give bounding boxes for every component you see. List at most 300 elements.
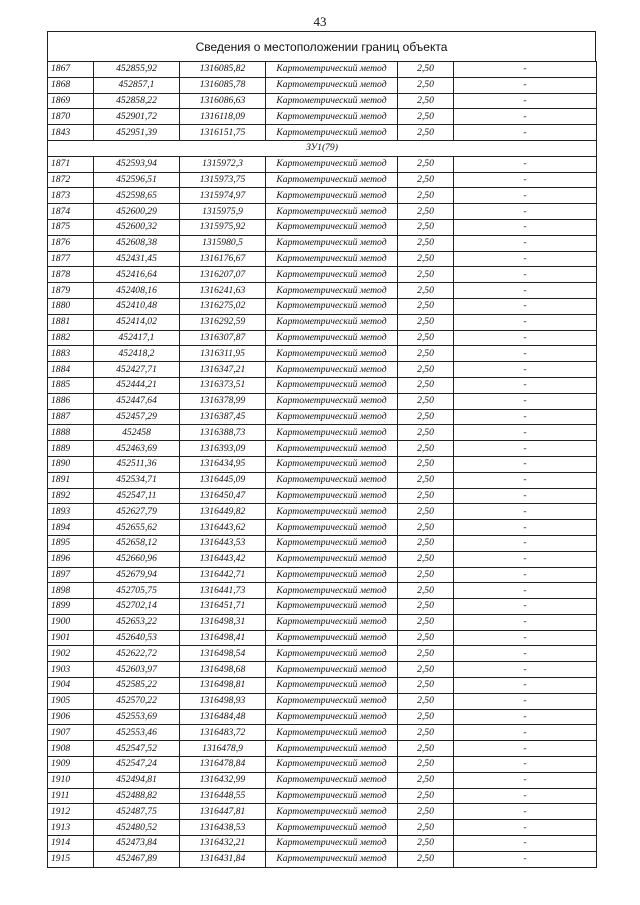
point-number-cell: 1895 [48, 535, 94, 551]
point-number-cell: 1876 [48, 235, 94, 251]
description-cell: - [454, 804, 597, 820]
method-cell: Картометрический метод [266, 741, 398, 757]
y-coordinate-cell: 1316443,53 [180, 535, 266, 551]
precision-cell: 2,50 [398, 725, 454, 741]
x-coordinate-cell: 452547,11 [94, 488, 180, 504]
table-row [48, 62, 597, 78]
point-number-cell: 1877 [48, 251, 94, 267]
table-row [48, 172, 597, 188]
table-row [48, 614, 597, 630]
x-coordinate-cell: 452598,65 [94, 188, 180, 204]
method-cell: Картометрический метод [266, 614, 398, 630]
x-coordinate-cell: 452473,84 [94, 836, 180, 852]
precision-cell: 2,50 [398, 488, 454, 504]
method-cell: Картометрический метод [266, 204, 398, 220]
description-cell: - [454, 125, 597, 141]
y-coordinate-cell: 1316151,75 [180, 125, 266, 141]
x-coordinate-cell: 452480,52 [94, 820, 180, 836]
y-coordinate-cell: 1316432,21 [180, 836, 266, 852]
y-coordinate-cell: 1316478,84 [180, 757, 266, 773]
y-coordinate-cell: 1316448,55 [180, 788, 266, 804]
method-cell: Картометрический метод [266, 314, 398, 330]
description-cell: - [454, 535, 597, 551]
boundary-table-sheet [47, 31, 596, 868]
x-coordinate-cell: 452679,94 [94, 567, 180, 583]
y-coordinate-cell: 1316086,63 [180, 93, 266, 109]
description-cell: - [454, 441, 597, 457]
method-cell: Картометрический метод [266, 820, 398, 836]
table-row [48, 551, 597, 567]
table-row [48, 662, 597, 678]
point-number-cell: 1883 [48, 346, 94, 362]
y-coordinate-cell: 1316498,41 [180, 630, 266, 646]
description-cell: - [454, 709, 597, 725]
y-coordinate-cell: 1316311,95 [180, 346, 266, 362]
point-number-cell: 1900 [48, 614, 94, 630]
description-cell: - [454, 393, 597, 409]
y-coordinate-cell: 1316431,84 [180, 851, 266, 867]
table-row [48, 362, 597, 378]
method-cell: Картометрический метод [266, 172, 398, 188]
method-cell: Картометрический метод [266, 709, 398, 725]
method-cell: Картометрический метод [266, 804, 398, 820]
y-coordinate-cell: 1316388,73 [180, 425, 266, 441]
point-number-cell: 1915 [48, 851, 94, 867]
method-cell: Картометрический метод [266, 693, 398, 709]
point-number-cell: 1907 [48, 725, 94, 741]
point-number-cell: 1871 [48, 156, 94, 172]
point-number-cell: 1911 [48, 788, 94, 804]
method-cell: Картометрический метод [266, 456, 398, 472]
precision-cell: 2,50 [398, 330, 454, 346]
method-cell: Картометрический метод [266, 77, 398, 93]
description-cell: - [454, 820, 597, 836]
table-row [48, 93, 597, 109]
x-coordinate-cell: 452458 [94, 425, 180, 441]
description-cell: - [454, 504, 597, 520]
method-cell: Картометрический метод [266, 836, 398, 852]
point-number-cell: 1875 [48, 219, 94, 235]
description-cell: - [454, 472, 597, 488]
y-coordinate-cell: 1316498,93 [180, 693, 266, 709]
description-cell: - [454, 693, 597, 709]
point-number-cell: 1892 [48, 488, 94, 504]
table-row [48, 788, 597, 804]
method-cell: Картометрический метод [266, 188, 398, 204]
point-number-cell: 1901 [48, 630, 94, 646]
point-number-cell: 1894 [48, 520, 94, 536]
table-row [48, 725, 597, 741]
y-coordinate-cell: 1315974,97 [180, 188, 266, 204]
table-row [48, 251, 597, 267]
x-coordinate-cell: 452600,32 [94, 219, 180, 235]
x-coordinate-cell: 452627,79 [94, 504, 180, 520]
y-coordinate-cell: 1315972,3 [180, 156, 266, 172]
y-coordinate-cell: 1316378,99 [180, 393, 266, 409]
method-cell: Картометрический метод [266, 251, 398, 267]
point-number-cell: 1910 [48, 772, 94, 788]
x-coordinate-cell: 452653,22 [94, 614, 180, 630]
table-row [48, 298, 597, 314]
y-coordinate-cell: 1316483,72 [180, 725, 266, 741]
y-coordinate-cell: 1316241,63 [180, 283, 266, 299]
parcel-subheader: ЗУ1(79) [48, 140, 597, 156]
precision-cell: 2,50 [398, 678, 454, 694]
precision-cell: 2,50 [398, 409, 454, 425]
x-coordinate-cell: 452547,52 [94, 741, 180, 757]
y-coordinate-cell: 1316275,02 [180, 298, 266, 314]
description-cell: - [454, 757, 597, 773]
description-cell: - [454, 614, 597, 630]
point-number-cell: 1902 [48, 646, 94, 662]
description-cell: - [454, 741, 597, 757]
precision-cell: 2,50 [398, 77, 454, 93]
method-cell: Картометрический метод [266, 630, 398, 646]
method-cell: Картометрический метод [266, 235, 398, 251]
description-cell: - [454, 204, 597, 220]
description-cell: - [454, 772, 597, 788]
table-row [48, 757, 597, 773]
y-coordinate-cell: 1316451,71 [180, 599, 266, 615]
description-cell: - [454, 219, 597, 235]
precision-cell: 2,50 [398, 125, 454, 141]
coordinates-table [47, 61, 597, 868]
y-coordinate-cell: 1316373,51 [180, 377, 266, 393]
table-row [48, 283, 597, 299]
method-cell: Картометрический метод [266, 219, 398, 235]
x-coordinate-cell: 452511,36 [94, 456, 180, 472]
x-coordinate-cell: 452600,29 [94, 204, 180, 220]
x-coordinate-cell: 452951,39 [94, 125, 180, 141]
x-coordinate-cell: 452427,71 [94, 362, 180, 378]
y-coordinate-cell: 1316438,53 [180, 820, 266, 836]
y-coordinate-cell: 1316498,54 [180, 646, 266, 662]
table-row [48, 188, 597, 204]
method-cell: Картометрический метод [266, 472, 398, 488]
y-coordinate-cell: 1316449,82 [180, 504, 266, 520]
precision-cell: 2,50 [398, 441, 454, 457]
method-cell: Картометрический метод [266, 298, 398, 314]
description-cell: - [454, 725, 597, 741]
method-cell: Картометрический метод [266, 156, 398, 172]
x-coordinate-cell: 452705,75 [94, 583, 180, 599]
precision-cell: 2,50 [398, 456, 454, 472]
y-coordinate-cell: 1316176,67 [180, 251, 266, 267]
x-coordinate-cell: 452901,72 [94, 109, 180, 125]
precision-cell: 2,50 [398, 820, 454, 836]
point-number-cell: 1896 [48, 551, 94, 567]
point-number-cell: 1879 [48, 283, 94, 299]
precision-cell: 2,50 [398, 93, 454, 109]
point-number-cell: 1914 [48, 836, 94, 852]
x-coordinate-cell: 452463,69 [94, 441, 180, 457]
precision-cell: 2,50 [398, 662, 454, 678]
table-row [48, 77, 597, 93]
precision-cell: 2,50 [398, 741, 454, 757]
y-coordinate-cell: 1316085,82 [180, 62, 266, 78]
method-cell: Картометрический метод [266, 567, 398, 583]
point-number-cell: 1897 [48, 567, 94, 583]
point-number-cell: 1913 [48, 820, 94, 836]
method-cell: Картометрический метод [266, 346, 398, 362]
point-number-cell: 1867 [48, 62, 94, 78]
table-row [48, 441, 597, 457]
point-number-cell: 1889 [48, 441, 94, 457]
point-number-cell: 1878 [48, 267, 94, 283]
description-cell: - [454, 520, 597, 536]
y-coordinate-cell: 1316443,62 [180, 520, 266, 536]
x-coordinate-cell: 452457,29 [94, 409, 180, 425]
description-cell: - [454, 267, 597, 283]
description-cell: - [454, 851, 597, 867]
table-row [48, 599, 597, 615]
method-cell: Картометрический метод [266, 488, 398, 504]
description-cell: - [454, 425, 597, 441]
table-row [48, 504, 597, 520]
precision-cell: 2,50 [398, 156, 454, 172]
y-coordinate-cell: 1316445,09 [180, 472, 266, 488]
precision-cell: 2,50 [398, 188, 454, 204]
method-cell: Картометрический метод [266, 267, 398, 283]
description-cell: - [454, 283, 597, 299]
precision-cell: 2,50 [398, 251, 454, 267]
x-coordinate-cell: 452447,64 [94, 393, 180, 409]
y-coordinate-cell: 1316450,47 [180, 488, 266, 504]
x-coordinate-cell: 452640,53 [94, 630, 180, 646]
method-cell: Картометрический метод [266, 283, 398, 299]
description-cell: - [454, 551, 597, 567]
point-number-cell: 1898 [48, 583, 94, 599]
table-row [48, 678, 597, 694]
point-number-cell: 1868 [48, 77, 94, 93]
y-coordinate-cell: 1316393,09 [180, 441, 266, 457]
description-cell: - [454, 298, 597, 314]
table-row [48, 488, 597, 504]
description-cell: - [454, 488, 597, 504]
point-number-cell: 1891 [48, 472, 94, 488]
precision-cell: 2,50 [398, 298, 454, 314]
method-cell: Картометрический метод [266, 788, 398, 804]
precision-cell: 2,50 [398, 788, 454, 804]
description-cell: - [454, 788, 597, 804]
method-cell: Картометрический метод [266, 599, 398, 615]
x-coordinate-cell: 452534,71 [94, 472, 180, 488]
description-cell: - [454, 188, 597, 204]
x-coordinate-cell: 452488,82 [94, 788, 180, 804]
table-row [48, 693, 597, 709]
precision-cell: 2,50 [398, 267, 454, 283]
precision-cell: 2,50 [398, 219, 454, 235]
precision-cell: 2,50 [398, 314, 454, 330]
table-row [48, 377, 597, 393]
table-row [48, 425, 597, 441]
y-coordinate-cell: 1315975,92 [180, 219, 266, 235]
method-cell: Картометрический метод [266, 409, 398, 425]
y-coordinate-cell: 1316387,45 [180, 409, 266, 425]
description-cell: - [454, 77, 597, 93]
precision-cell: 2,50 [398, 504, 454, 520]
description-cell: - [454, 409, 597, 425]
precision-cell: 2,50 [398, 567, 454, 583]
precision-cell: 2,50 [398, 851, 454, 867]
precision-cell: 2,50 [398, 599, 454, 615]
precision-cell: 2,50 [398, 772, 454, 788]
description-cell: - [454, 156, 597, 172]
description-cell: - [454, 62, 597, 78]
x-coordinate-cell: 452603,97 [94, 662, 180, 678]
method-cell: Картометрический метод [266, 62, 398, 78]
description-cell: - [454, 172, 597, 188]
y-coordinate-cell: 1316085,78 [180, 77, 266, 93]
page-number: 43 [313, 14, 327, 29]
point-number-cell: 1903 [48, 662, 94, 678]
point-number-cell: 1890 [48, 456, 94, 472]
precision-cell: 2,50 [398, 377, 454, 393]
point-number-cell: 1843 [48, 125, 94, 141]
y-coordinate-cell: 1316432,99 [180, 772, 266, 788]
description-cell: - [454, 346, 597, 362]
x-coordinate-cell: 452414,02 [94, 314, 180, 330]
method-cell: Картометрический метод [266, 646, 398, 662]
table-row [48, 820, 597, 836]
table-row [48, 646, 597, 662]
table-row [48, 156, 597, 172]
x-coordinate-cell: 452553,69 [94, 709, 180, 725]
table-row [48, 472, 597, 488]
x-coordinate-cell: 452570,22 [94, 693, 180, 709]
point-number-cell: 1899 [48, 599, 94, 615]
method-cell: Картометрический метод [266, 583, 398, 599]
table-row [48, 804, 597, 820]
y-coordinate-cell: 1316347,21 [180, 362, 266, 378]
point-number-cell: 1881 [48, 314, 94, 330]
precision-cell: 2,50 [398, 393, 454, 409]
x-coordinate-cell: 452857,1 [94, 77, 180, 93]
table-row [48, 314, 597, 330]
description-cell: - [454, 251, 597, 267]
y-coordinate-cell: 1316207,07 [180, 267, 266, 283]
table-row [48, 409, 597, 425]
method-cell: Картометрический метод [266, 772, 398, 788]
point-number-cell: 1880 [48, 298, 94, 314]
y-coordinate-cell: 1316498,31 [180, 614, 266, 630]
precision-cell: 2,50 [398, 614, 454, 630]
x-coordinate-cell: 452553,46 [94, 725, 180, 741]
method-cell: Картометрический метод [266, 678, 398, 694]
x-coordinate-cell: 452487,75 [94, 804, 180, 820]
x-coordinate-cell: 452596,51 [94, 172, 180, 188]
method-cell: Картометрический метод [266, 520, 398, 536]
method-cell: Картометрический метод [266, 109, 398, 125]
precision-cell: 2,50 [398, 630, 454, 646]
table-row [48, 219, 597, 235]
x-coordinate-cell: 452655,62 [94, 520, 180, 536]
method-cell: Картометрический метод [266, 362, 398, 378]
point-number-cell: 1888 [48, 425, 94, 441]
y-coordinate-cell: 1315975,9 [180, 204, 266, 220]
description-cell: - [454, 330, 597, 346]
x-coordinate-cell: 452702,14 [94, 599, 180, 615]
description-cell: - [454, 362, 597, 378]
point-number-cell: 1908 [48, 741, 94, 757]
precision-cell: 2,50 [398, 362, 454, 378]
description-cell: - [454, 235, 597, 251]
precision-cell: 2,50 [398, 836, 454, 852]
x-coordinate-cell: 452855,92 [94, 62, 180, 78]
precision-cell: 2,50 [398, 283, 454, 299]
method-cell: Картометрический метод [266, 125, 398, 141]
x-coordinate-cell: 452622,72 [94, 646, 180, 662]
method-cell: Картометрический метод [266, 393, 398, 409]
precision-cell: 2,50 [398, 646, 454, 662]
method-cell: Картометрический метод [266, 441, 398, 457]
precision-cell: 2,50 [398, 693, 454, 709]
x-coordinate-cell: 452593,94 [94, 156, 180, 172]
table-row [48, 456, 597, 472]
method-cell: Картометрический метод [266, 757, 398, 773]
y-coordinate-cell: 1316443,42 [180, 551, 266, 567]
point-number-cell: 1872 [48, 172, 94, 188]
point-number-cell: 1886 [48, 393, 94, 409]
precision-cell: 2,50 [398, 520, 454, 536]
precision-cell: 2,50 [398, 62, 454, 78]
y-coordinate-cell: 1316442,71 [180, 567, 266, 583]
x-coordinate-cell: 452410,48 [94, 298, 180, 314]
method-cell: Картометрический метод [266, 504, 398, 520]
description-cell: - [454, 456, 597, 472]
description-cell: - [454, 646, 597, 662]
point-number-cell: 1882 [48, 330, 94, 346]
precision-cell: 2,50 [398, 109, 454, 125]
precision-cell: 2,50 [398, 172, 454, 188]
point-number-cell: 1885 [48, 377, 94, 393]
table-row [48, 393, 597, 409]
table-row [48, 125, 597, 141]
y-coordinate-cell: 1316292,59 [180, 314, 266, 330]
y-coordinate-cell: 1316434,95 [180, 456, 266, 472]
y-coordinate-cell: 1315980,5 [180, 235, 266, 251]
point-number-cell: 1884 [48, 362, 94, 378]
description-cell: - [454, 599, 597, 615]
precision-cell: 2,50 [398, 709, 454, 725]
x-coordinate-cell: 452444,21 [94, 377, 180, 393]
precision-cell: 2,50 [398, 583, 454, 599]
description-cell: - [454, 583, 597, 599]
y-coordinate-cell: 1316498,68 [180, 662, 266, 678]
method-cell: Картометрический метод [266, 725, 398, 741]
coordinates-table-body [48, 62, 597, 868]
point-number-cell: 1869 [48, 93, 94, 109]
y-coordinate-cell: 1316441,73 [180, 583, 266, 599]
precision-cell: 2,50 [398, 425, 454, 441]
table-row [48, 204, 597, 220]
x-coordinate-cell: 452608,38 [94, 235, 180, 251]
y-coordinate-cell: 1316118,09 [180, 109, 266, 125]
table-row [48, 267, 597, 283]
y-coordinate-cell: 1316484,48 [180, 709, 266, 725]
table-row [48, 630, 597, 646]
description-cell: - [454, 662, 597, 678]
method-cell: Картометрический метод [266, 425, 398, 441]
table-row [48, 109, 597, 125]
y-coordinate-cell: 1315973,75 [180, 172, 266, 188]
table-row [48, 583, 597, 599]
precision-cell: 2,50 [398, 551, 454, 567]
table-row [48, 851, 597, 867]
parcel-subheader-row [48, 140, 597, 156]
description-cell: - [454, 377, 597, 393]
x-coordinate-cell: 452408,16 [94, 283, 180, 299]
